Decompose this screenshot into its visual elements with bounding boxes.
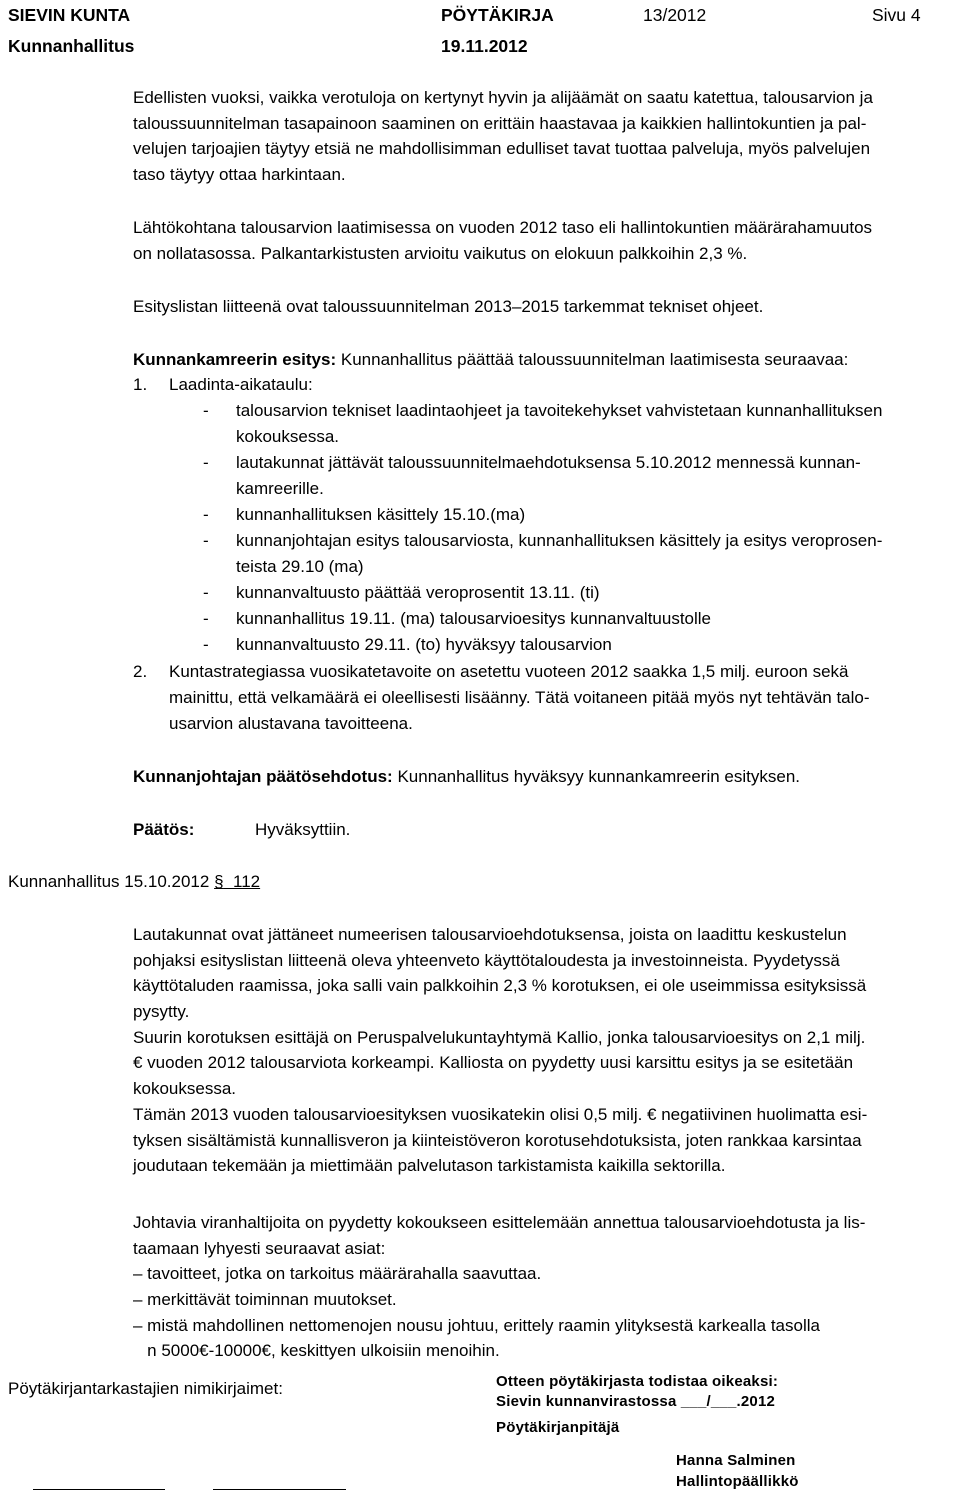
text-line: Edellisten vuoksi, vaikka verotuloja on kertynyt hyvin ja alijäämät on saatu katettua, talousarvion ja: [133, 88, 873, 107]
signer-title: Hallintopäällikkö: [676, 1473, 799, 1490]
bullet-mark: -: [203, 401, 209, 420]
text-line: Lähtökohtana talousarvion laatimisessa on vuoden 2012 taso eli hallintokuntien määrärahamuutos: [133, 218, 873, 237]
text-line: – tavoitteet, jotka on tarkoitus määrärahalla saavuttaa.: [133, 1264, 542, 1284]
bullet-line: kokouksessa.: [236, 427, 339, 446]
item2-line: mainittu, että velkamäärä ei oleellisesti lisäänny. Tätä voitaneen pitää myös nyt tehtävän talo-: [169, 688, 870, 707]
text-line: käyttötaluden raamissa, joka salli vain palkkoihin 2,3 % korotuksen, ei ole useimmissa esityksissä: [133, 976, 867, 996]
section-body-date: Kunnanhallitus 15.10.2012: [8, 872, 210, 891]
header-doc-type: PÖYTÄKIRJA: [441, 5, 554, 25]
text-line: joudutaan tekemään ja miettimään palvelutason tarkistamista kaikilla sektorilla.: [133, 1156, 726, 1176]
item1-title: Laadinta-aikataulu:: [169, 375, 313, 394]
bullet-line: kunnanhallituksen käsittely 15.10.(ma): [236, 505, 526, 524]
text-line: Lautakunnat ovat jättäneet numeerisen talousarvioehdotuksensa, joista on laadittu keskustelun: [133, 925, 847, 944]
text-line: Tämän 2013 vuoden talousarvioesityksen vuosikatekin olisi 0,5 milj. € negatiivinen huolimatta esi-: [133, 1104, 868, 1124]
item1-number: 1.: [133, 375, 148, 394]
bullet-line: kunnanvaltuusto 29.11. (to) hyväksyy talousarvion: [236, 635, 612, 654]
decision-label: Päätös:: [133, 820, 195, 839]
appendix-paragraph: [133, 294, 948, 320]
checkers-label: Pöytäkirjantarkastajien nimikirjaimet:: [8, 1379, 283, 1398]
manager-proposal: [133, 764, 948, 790]
text-line: on nollatasossa. Palkantarkistusten arvioitu vaikutus on elokuun palkkoihin 2,3 %.: [133, 243, 748, 263]
header-doc-number: 13/2012: [643, 5, 707, 25]
boards-paragraph: [133, 922, 948, 1179]
text-line: Johtavia viranhaltijoita on pyydetty kokoukseen esittelemään annettua talousarvioehdotusta ja lis-: [133, 1213, 866, 1232]
certify-line-2: Sievin kunnanvirastossa ___/___.2012: [496, 1393, 776, 1410]
bullet-mark: -: [203, 531, 209, 550]
header-org: SIEVIN KUNTA: [8, 5, 131, 25]
header-body: Kunnanhallitus: [8, 36, 135, 56]
manager-proposal-label: Kunnanjohtajan päätösehdotus:: [133, 767, 393, 786]
bullet-line: talousarvion tekniset laadintaohjeet ja tavoitekehykset vahvistetaan kunnanhallituksen: [236, 401, 883, 420]
text-line: € vuoden 2012 talousarviota korkeampi. Kalliosta on pyydetty uusi karsittu esitys ja se esitetään: [133, 1053, 854, 1073]
bullet-line: kunnanjohtajan esitys talousarviosta, kunnanhallituksen käsittely ja esitys veroprosen-: [236, 531, 883, 550]
text-line: pohjaksi esityslistan liitteenä oleva yhteenveto käyttötaloudesta ja investoinneista. Pyydetyssä: [133, 950, 840, 970]
text-line: taamaan lyhyesti seuraavat asiat:: [133, 1238, 386, 1258]
keeper-label: Pöytäkirjanpitäjä: [496, 1419, 620, 1436]
bullet-line: kunnanhallitus 19.11. (ma) talousarvioesitys kunnanvaltuustolle: [236, 609, 712, 628]
section-sign: §: [214, 872, 224, 891]
item2-number: 2.: [133, 662, 148, 681]
text-line: n 5000€-10000€, keskittyen ulkoisiin menoihin.: [133, 1341, 500, 1361]
bullet-line: teista 29.10 (ma): [236, 557, 364, 576]
text-line: pysytty.: [133, 1002, 190, 1022]
proposal-text: Kunnanhallitus päättää taloussuunnitelman laatimisesta seuraavaa:: [336, 350, 849, 369]
officials-paragraph: [133, 1210, 948, 1364]
starting-point-paragraph: [133, 215, 948, 266]
proposal-label: Kunnankamreerin esitys:: [133, 350, 337, 369]
bullet-line: kamreerille.: [236, 479, 324, 498]
header-page: Sivu 4: [872, 5, 921, 25]
bullet-line: kunnanvaltuusto päättää veroprosentit 13.11. (ti): [236, 583, 600, 602]
decision-text: Hyväksyttiin.: [255, 820, 351, 839]
text-line: – merkittävät toiminnan muutokset.: [133, 1290, 397, 1310]
bullet-mark: -: [203, 583, 209, 602]
bullet-mark: -: [203, 453, 209, 472]
intro-paragraph: [133, 85, 948, 188]
section-reference: [8, 869, 260, 895]
text-line: velujen tarjoajien täytyy etsiä ne mahdollisimman edulliset tavat tuottaa palveluja, myös palvelujen: [133, 139, 871, 159]
initials-line: [213, 1489, 346, 1490]
bullet-mark: -: [203, 609, 209, 628]
text-line: taso täytyy ottaa harkintaan.: [133, 165, 346, 185]
text-line: Esityslistan liitteenä ovat taloussuunnitelman 2013–2015 tarkemmat tekniset ohjeet.: [133, 297, 764, 316]
text-line: Suurin korotuksen esittäjä on Peruspalvelukuntayhtymä Kallio, jonka talousarvioesitys on 2,1 milj.: [133, 1027, 866, 1047]
certify-line-1: Otteen pöytäkirjasta todistaa oikeaksi:: [496, 1373, 779, 1390]
text-line: taloussuunnitelman tasapainoon saaminen on erittäin haastavaa ja kaikkien hallintokuntien ja pal-: [133, 113, 867, 133]
bullet-line: lautakunnat jättävät taloussuunnitelmaehdotuksensa 5.10.2012 mennessä kunnan-: [236, 453, 861, 472]
item2-line: usarvion alustavana tavoitteena.: [169, 714, 413, 733]
manager-proposal-text: Kunnanhallitus hyväksyy kunnankamreerin esityksen.: [392, 767, 801, 786]
item2-line: Kuntastrategiassa vuosikatetavoite on asetettu vuoteen 2012 saakka 1,5 milj. euroon sekä: [169, 662, 849, 681]
header-date: 19.11.2012: [441, 36, 528, 56]
text-line: – mistä mahdollinen nettomenojen nousu johtuu, erittely raamin ylityksestä karkealla tasolla: [133, 1315, 820, 1335]
text-line: tyksen sisältämistä kunnallisveron ja kiinteistöveron korotusehdotuksista, joten rankkaa karsintaa: [133, 1130, 862, 1150]
section-number: 112: [233, 872, 261, 891]
text-line: kokouksessa.: [133, 1079, 236, 1099]
initials-line: [33, 1489, 165, 1490]
proposal-heading: [133, 347, 948, 373]
bullet-mark: -: [203, 505, 209, 524]
bullet-mark: -: [203, 635, 209, 654]
signer-name: Hanna Salminen: [676, 1452, 796, 1469]
